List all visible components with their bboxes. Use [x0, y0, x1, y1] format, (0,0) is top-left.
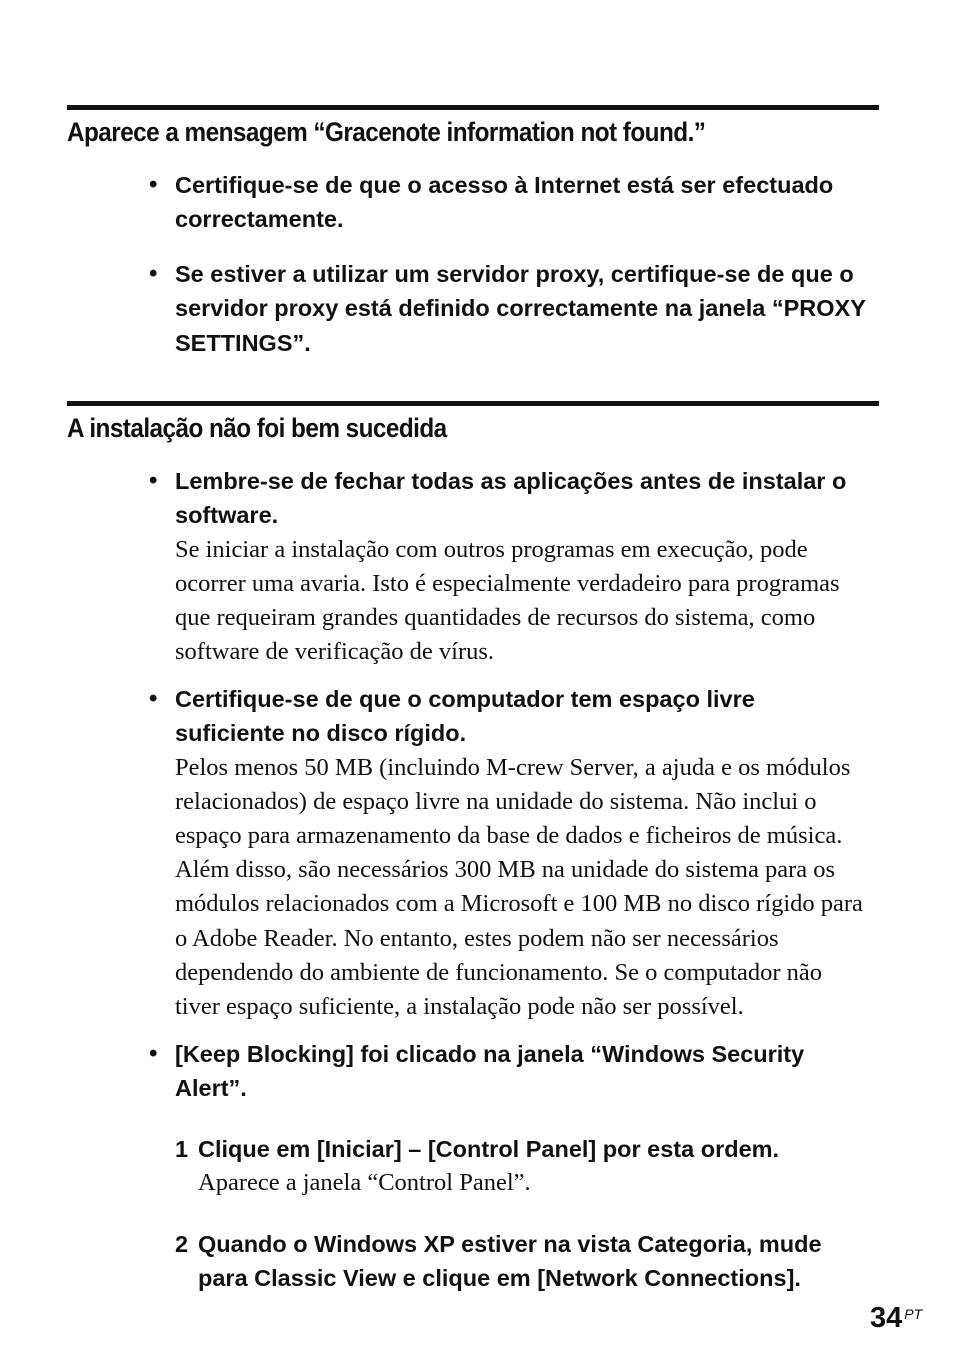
- section-rule-2: [67, 401, 879, 406]
- bullet-body-text: Pelos menos 50 MB (incluindo M-crew Server, a ajuda e os módulos relacionados) de espaço livre na unidade do sistema. Não inclui o espaço para armazenamento da base de dados e ficheiros de música. Além disso, são necessários 300 MB na unidade do sistema para os módulos relacionados com a Microsoft e 100 MB no disco rígido para o Adobe Reader. No entanto, estes podem não ser necessários dependendo do ambiente de funcionamento. Se o computador não tiver espaço suficiente, a instalação pode não ser possível.: [175, 753, 863, 1021]
- bullet-icon: •: [149, 260, 158, 287]
- bullet-internet-access: [149, 168, 869, 237]
- bullet-icon: •: [149, 171, 158, 198]
- bullet-disk-space: [149, 682, 869, 1024]
- section-heading-installation: A instalação não foi bem sucedida: [67, 413, 447, 443]
- bullet-proxy-settings: [149, 257, 869, 360]
- bullet-bold-text: Certifique-se de que o acesso à Internet está ser efectuado correctamente.: [175, 172, 834, 233]
- bullet-body-text: Se iniciar a instalação com outros programas em execução, pode ocorrer uma avaria. Isto é especialmente verdadeiro para programas que requeiram grandes quantidades de recursos do sistema, como software de verificação de vírus.: [175, 535, 840, 666]
- step-number: 2: [175, 1231, 189, 1257]
- page-number: [870, 1302, 922, 1335]
- step-number: 1: [175, 1136, 189, 1162]
- bullet-bold-text: Lembre-se de fechar todas as aplicações antes de instalar o software.: [175, 468, 847, 529]
- step-body-text: Aparece a janela “Control Panel”.: [198, 1169, 531, 1197]
- bullet-keep-blocking: [149, 1037, 869, 1106]
- bullet-icon: •: [149, 1040, 158, 1067]
- bullet-icon: •: [149, 467, 158, 494]
- step-2: [175, 1227, 875, 1296]
- page-number-value: 34: [870, 1302, 903, 1334]
- section-rule-1: [67, 105, 879, 110]
- bullet-bold-text: Se estiver a utilizar um servidor proxy, certifique-se de que o servidor proxy está definido correctamente na janela “PROXY SETTINGS”.: [175, 261, 866, 356]
- step-bold-text: Quando o Windows XP estiver na vista Categoria, mude para Classic View e clique em [Network Connections].: [198, 1231, 822, 1292]
- bullet-bold-text: [Keep Blocking] foi clicado na janela “Windows Security Alert”.: [175, 1041, 805, 1102]
- page-number-suffix: PT: [904, 1306, 923, 1322]
- bullet-close-applications: [149, 464, 869, 669]
- section-heading-gracenote: Aparece a mensagem “Gracenote information not found.”: [67, 117, 706, 147]
- step-1: [175, 1132, 875, 1201]
- bullet-bold-text: Certifique-se de que o computador tem espaço livre suficiente no disco rígido.: [175, 686, 755, 747]
- bullet-icon: •: [149, 685, 158, 712]
- step-bold-text: Clique em [Iniciar] – [Control Panel] por esta ordem.: [198, 1136, 780, 1162]
